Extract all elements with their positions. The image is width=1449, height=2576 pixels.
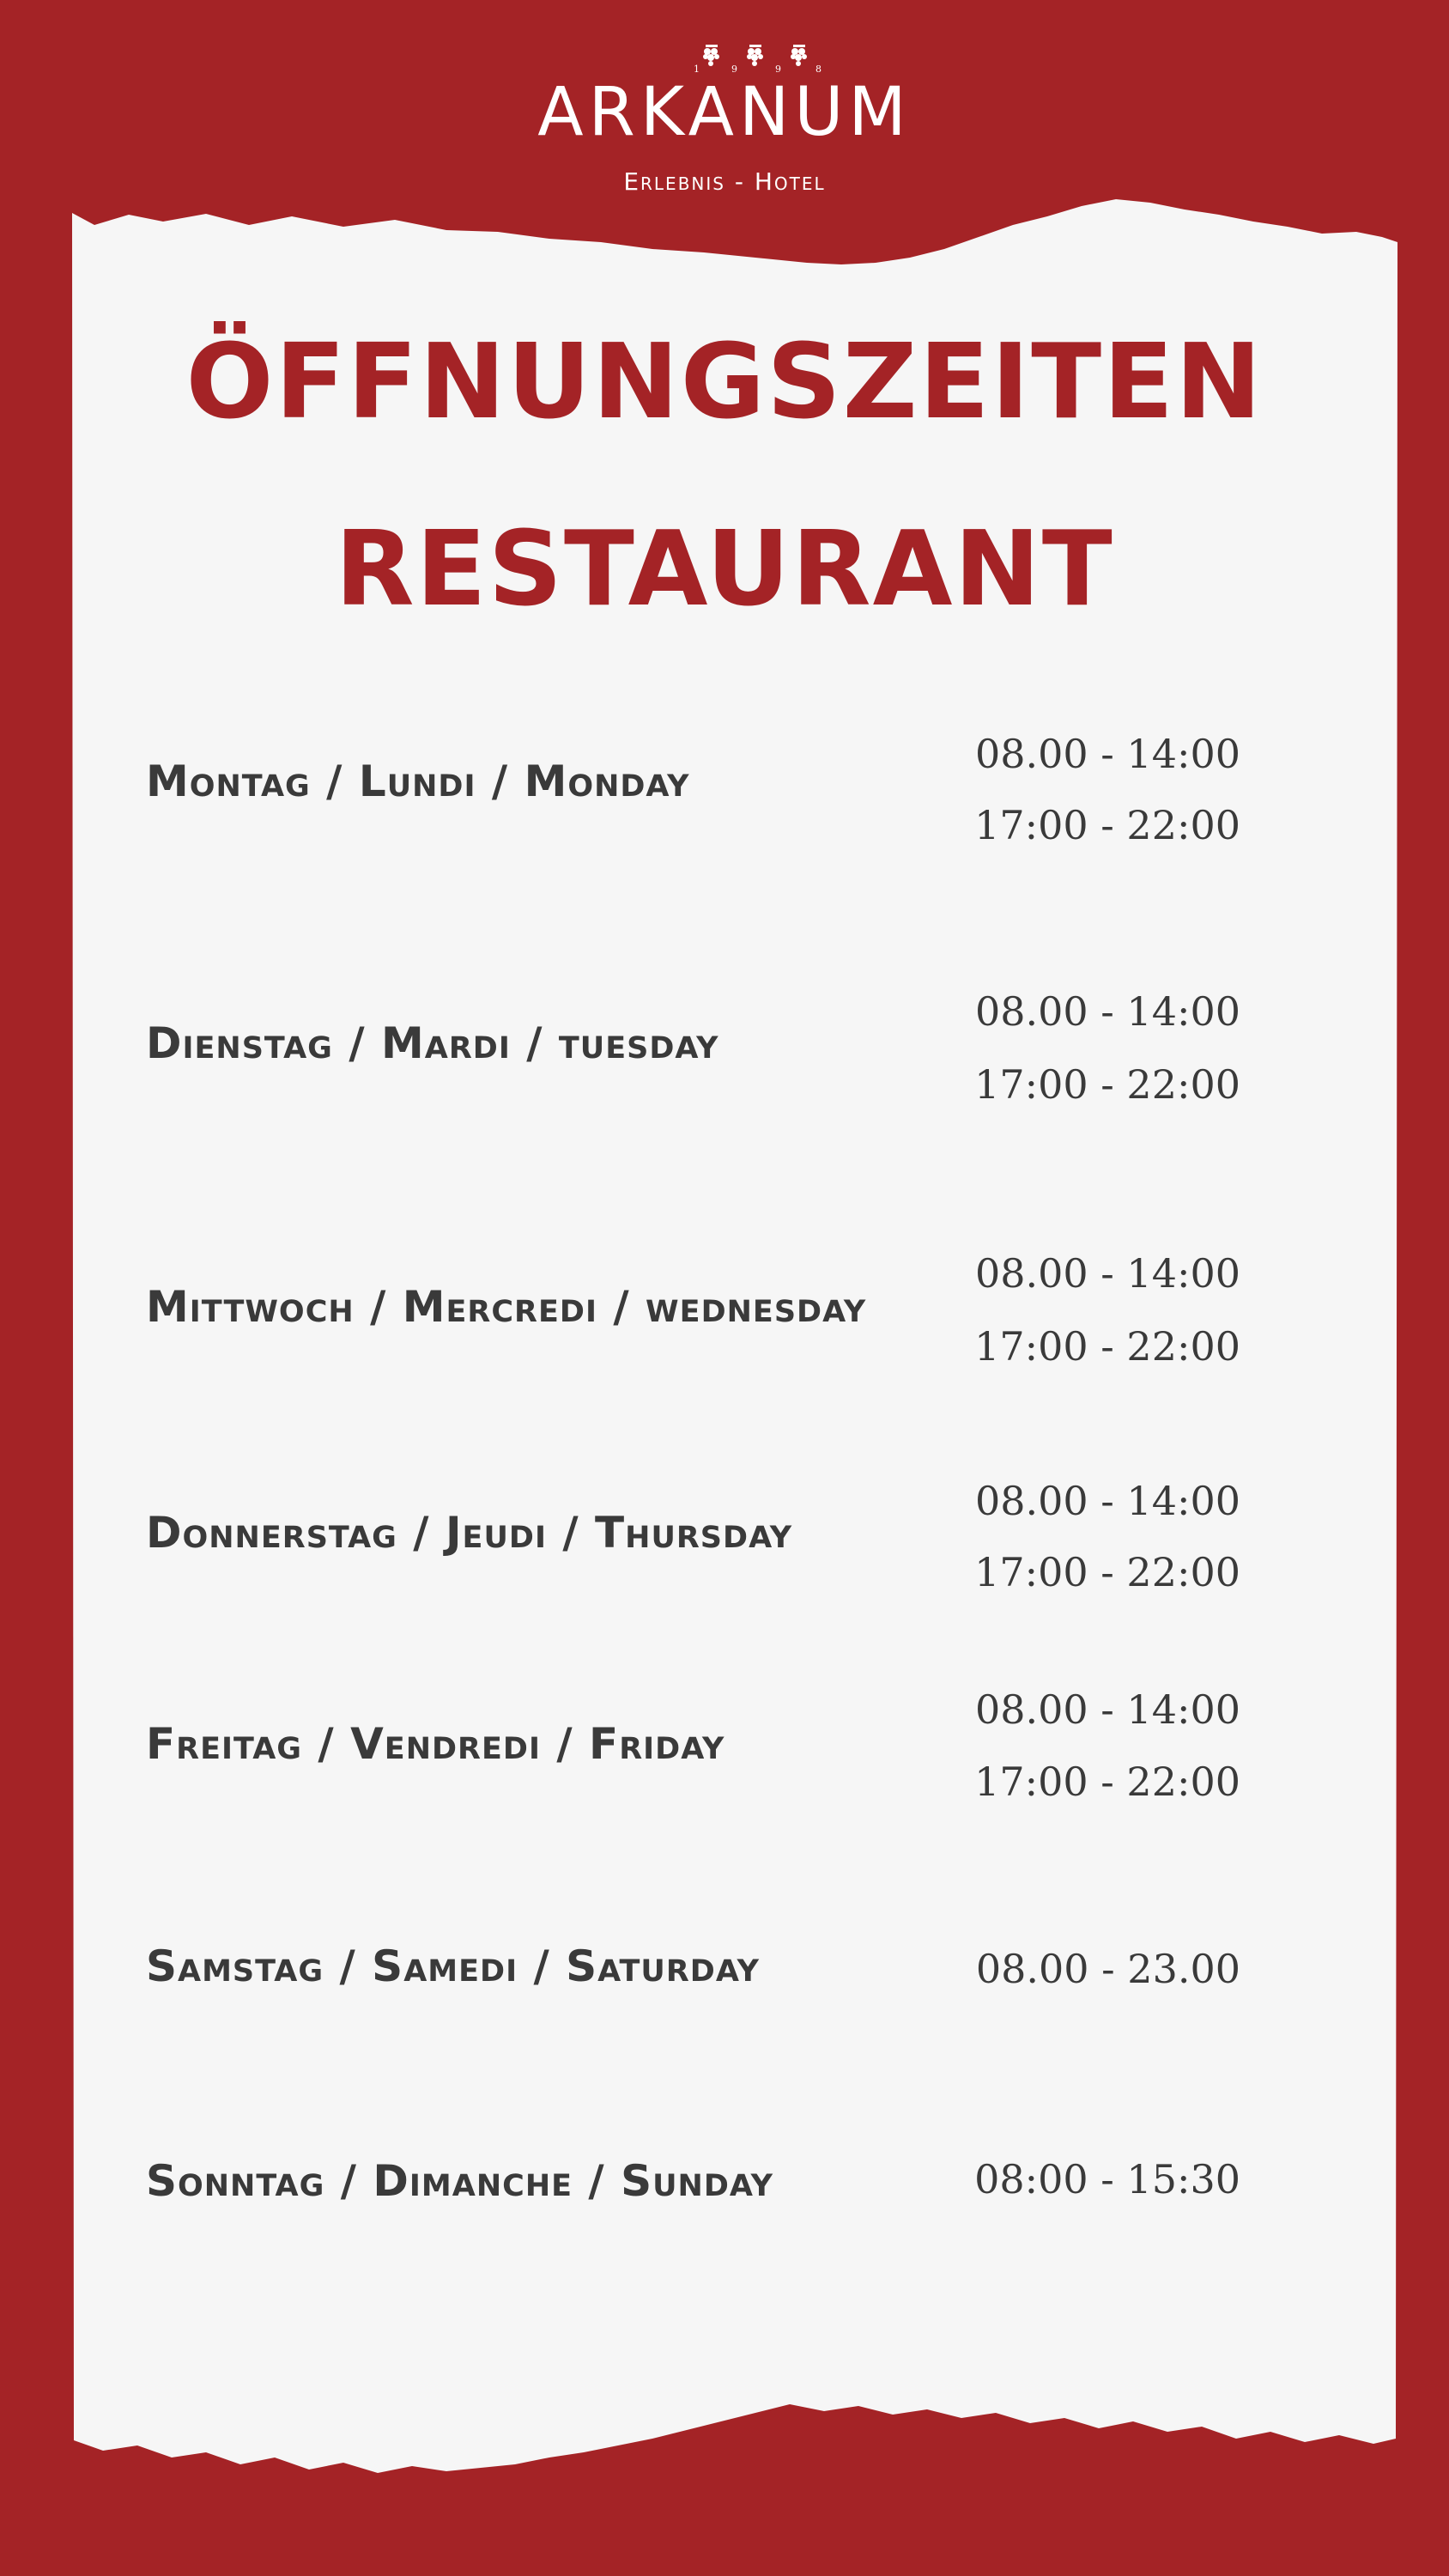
time-range: 08.00 - 14:00 xyxy=(974,1478,1240,1524)
time-range: 17:00 - 22:00 xyxy=(974,802,1240,848)
day-label: Montag / Lundi / Monday xyxy=(146,756,690,806)
year-digit: 9 xyxy=(775,64,781,75)
time-range: 08:00 - 15:30 xyxy=(974,2156,1240,2202)
time-range: 08.00 - 14:00 xyxy=(974,988,1240,1035)
day-label: Donnerstag / Jeudi / Thursday xyxy=(146,1508,793,1558)
brand-name: ARKANUM xyxy=(537,74,912,151)
brand-subtitle: Erlebnis - Hotel xyxy=(623,167,826,196)
page-title: ÖFFNUNGSZEITEN xyxy=(185,323,1264,442)
year-digit: 9 xyxy=(731,64,737,75)
day-label: Mittwoch / Mercredi / wednesday xyxy=(146,1282,867,1332)
time-range: 17:00 - 22:00 xyxy=(974,1061,1240,1108)
time-range: 08.00 - 14:00 xyxy=(974,731,1240,777)
time-range: 08.00 - 23.00 xyxy=(975,1946,1240,1992)
time-range: 08.00 - 14:00 xyxy=(974,1686,1240,1733)
day-label: Sonntag / Dimanche / Sunday xyxy=(146,2156,773,2206)
year-digit: 1 xyxy=(694,64,700,75)
time-range: 08.00 - 14:00 xyxy=(974,1250,1240,1297)
day-label: Samstag / Samedi / Saturday xyxy=(146,1941,760,1991)
time-range: 17:00 - 22:00 xyxy=(974,1549,1240,1595)
page-subtitle: RESTAURANT xyxy=(335,510,1114,629)
time-range: 17:00 - 22:00 xyxy=(974,1323,1240,1370)
day-label: Dienstag / Mardi / tuesday xyxy=(146,1018,719,1068)
time-range: 17:00 - 22:00 xyxy=(974,1759,1240,1805)
year-digit: 8 xyxy=(815,64,822,75)
day-label: Freitag / Vendredi / Friday xyxy=(146,1719,725,1769)
